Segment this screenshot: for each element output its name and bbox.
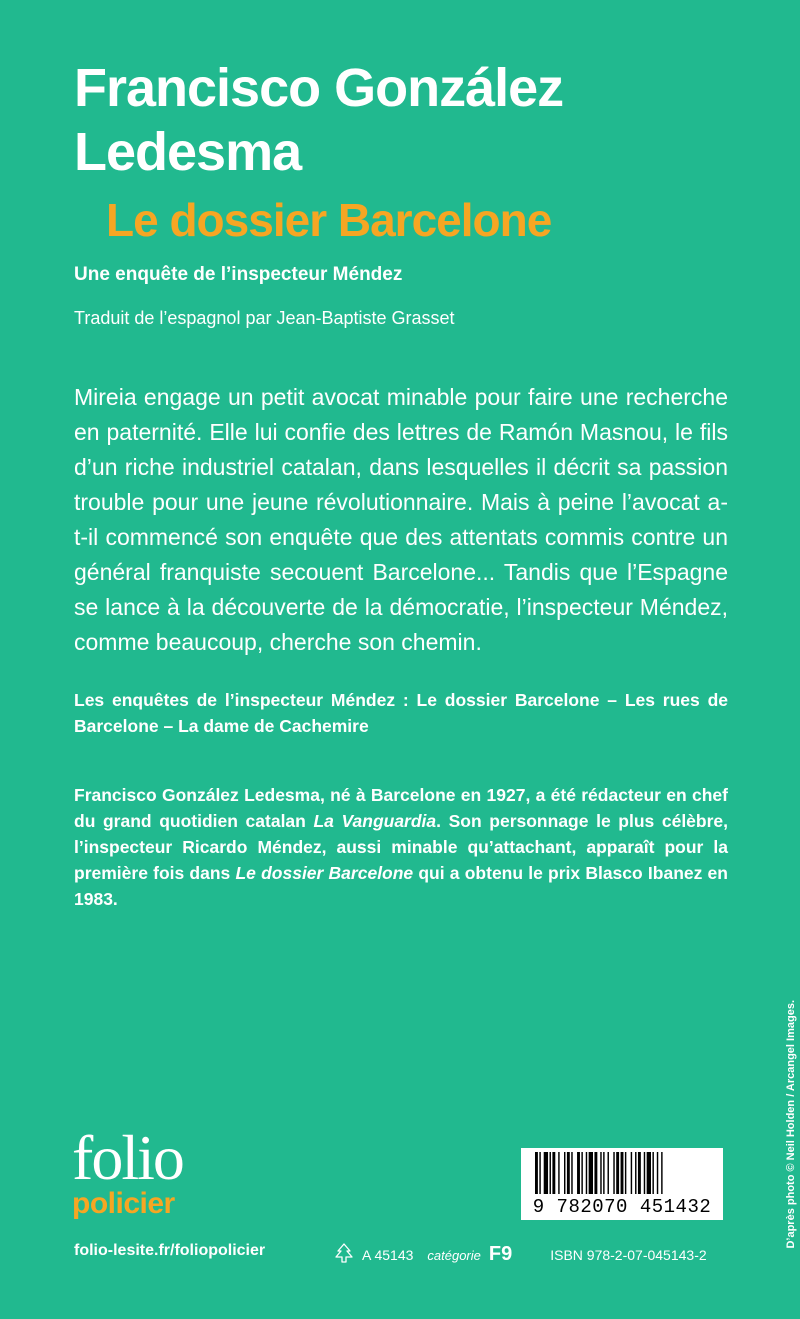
series-list: Les enquêtes de l’inspecteur Méndez : Le dossier Barcelone – Les rues de Barcelone – La dame de Cachemire (74, 690, 728, 736)
logo-folio-text: folio (72, 1122, 183, 1193)
bio-book-title: Le dossier Barcelone (235, 863, 414, 883)
product-code: A 45143 (362, 1247, 414, 1263)
publisher-website: folio-lesite.fr/foliopolicier (74, 1242, 266, 1259)
barcode-digits: 9 782070 451432 (532, 1196, 712, 1218)
translator-credit: Traduit de l’espagnol par Jean-Baptiste Grasset (74, 308, 455, 328)
folio-policier-logo (72, 1122, 183, 1220)
logo-policier-text: policier (72, 1187, 175, 1220)
bio-text-part3: qui a obtenu le prix Blasco Ibanez en 1983. (74, 863, 728, 909)
photo-credit: D’après photo © Neil Holden / Arcangel Images. (785, 1000, 797, 1249)
isbn-barcode (521, 1148, 723, 1220)
book-blurb: Mireia engage un petit avocat minable pour faire une recherche en paternité. Elle lui confie des lettres de Ramón Masnou, le fils d’un riche industriel catalan, dans lesquelles il décrit sa passion trouble pour une jeune révolutionnaire. Mais à peine l’avocat a-t-il commencé son enquête que des attentats commis contre un général franquiste secouent Barcelone... Tandis que l’Espagne se lance à la découverte de la démocratie, l’inspecteur Méndez, comme beaucoup, cherche son chemin. (74, 384, 728, 655)
author-name (74, 56, 774, 184)
book-title: Le dossier Barcelone (106, 194, 552, 246)
footer-codes (334, 1240, 707, 1264)
author-name-line1: Francisco González (74, 58, 564, 118)
book-subtitle: Une enquête de l’inspecteur Méndez (74, 264, 403, 285)
bio-newspaper-name: La Vanguardia (313, 811, 437, 831)
author-name-line2: Ledesma (74, 122, 302, 182)
category-label: catégorie (427, 1248, 481, 1263)
barcode-bars (521, 1148, 723, 1198)
tree-icon (334, 1243, 354, 1263)
isbn-number: ISBN 978-2-07-045143-2 (550, 1247, 707, 1263)
category-value: F9 (488, 1243, 513, 1265)
bio-text-part1: Francisco González Ledesma, né à Barcelone en 1927, a été rédacteur en chef du grand quotidien catalan (74, 785, 728, 831)
author-bio (74, 782, 728, 912)
bio-text-part2: . Son personnage le plus célèbre, l’inspecteur Ricardo Méndez, aussi minable qu’attachant, apparaît pour la première fois dans (74, 811, 729, 883)
